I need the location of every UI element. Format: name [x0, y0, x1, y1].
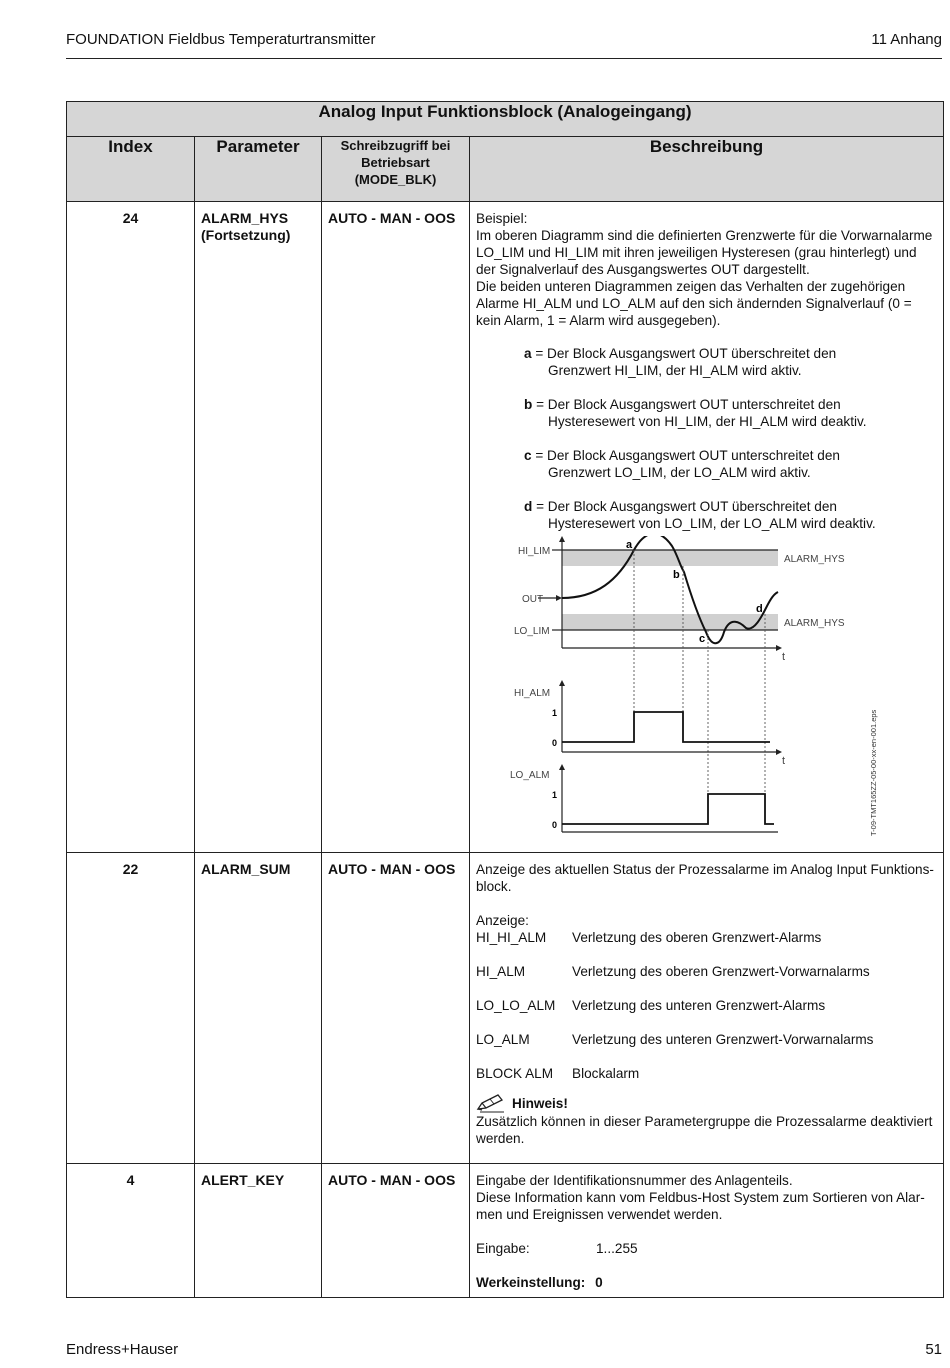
row-index: 22	[67, 853, 195, 1164]
hi-alm-zero: 0	[552, 738, 558, 748]
lo-alm-one: 1	[552, 790, 558, 800]
row-mode: AUTO - MAN - OOS	[322, 1164, 470, 1298]
row-parameter: ALARM_SUM	[195, 853, 322, 1164]
alert-key-text-2: Diese Information kann vom Feldbus-Host System zum Sortieren von Alar-men und Ereignissen verwendet werden.	[476, 1190, 925, 1222]
col-header-parameter: Parameter	[195, 137, 322, 202]
row-description	[470, 202, 944, 853]
default-label: Werkeinstellung:	[476, 1275, 586, 1290]
header-chapter: 11 Anhang	[871, 31, 942, 48]
parameter-name: ALARM_HYS	[201, 210, 289, 226]
display-label: Anzeige:	[476, 913, 529, 928]
alarm-list	[476, 929, 937, 1085]
lo-lim-label: LO_LIM	[514, 626, 550, 637]
col-header-mode: Schreibzugriff bei Betriebsart (MODE_BLK)	[322, 137, 470, 202]
event-a: a = Der Block Ausgangswert OUT überschreitet den Grenzwert HI_LIM, der HI_ALM wird aktiv.	[524, 346, 837, 378]
hi-lim-label: HI_LIM	[518, 546, 551, 557]
table-row	[67, 202, 944, 853]
lo-alm-signal	[562, 794, 774, 824]
table-row	[67, 853, 944, 1164]
col-header-description: Beschreibung	[470, 137, 944, 202]
header-title: FOUNDATION Fieldbus Temperaturtransmitter	[66, 31, 376, 48]
hint-title: Hinweis!	[512, 1095, 568, 1111]
footer-brand: Endress+Hauser	[66, 1341, 179, 1358]
parameter-table	[66, 101, 944, 1298]
example-label: Beispiel:	[476, 211, 528, 226]
hi-alm-signal	[562, 712, 770, 742]
event-c: c = Der Block Ausgangswert OUT unterschreitet den Grenzwert LO_LIM, der LO_ALM wird aktiv.	[524, 448, 840, 480]
pencil-note-icon	[476, 1093, 506, 1113]
lo-alm-zero: 0	[552, 820, 558, 830]
col-header-index: Index	[67, 137, 195, 202]
row-mode: AUTO - MAN - OOS	[322, 853, 470, 1164]
row-mode: AUTO - MAN - OOS	[322, 202, 470, 853]
hint-heading	[476, 1093, 937, 1113]
table-title: Analog Input Funktionsblock (Analogeingang)	[67, 102, 944, 137]
row-description	[470, 853, 944, 1164]
alert-key-text-1: Eingabe der Identifikationsnummer des Anlagenteils.	[476, 1173, 793, 1188]
hint-text: Zusätzlich können in dieser Parametergruppe die Prozessalarme deaktiviert werden.	[476, 1114, 933, 1146]
input-label: Eingabe:	[476, 1241, 530, 1256]
time-label-top: t	[782, 651, 786, 663]
lo-alm-label: LO_ALM	[510, 770, 550, 781]
row-index: 24	[67, 202, 195, 853]
list-item: HI_ALM Verletzung des oberen Grenzwert-Vorwarnalarms	[476, 964, 870, 979]
time-label-mid: t	[782, 755, 786, 767]
default-setting	[476, 1274, 937, 1291]
example-text-2: Die beiden unteren Diagrammen zeigen das Verhalten der zugehörigen Alarme HI_ALM und LO_ALM auf den sich ändernden Signalverlauf (0 = kein Alarm, 1 = Alarm wird ausgegeben).	[476, 279, 912, 328]
list-item: LO_LO_ALM Verletzung des unteren Grenzwert-Alarms	[476, 998, 826, 1013]
hi-alm-label: HI_ALM	[514, 688, 551, 699]
list-item: BLOCK ALM Blockalarm	[476, 1066, 640, 1081]
list-item: HI_HI_ALM Verletzung des oberen Grenzwert-Alarms	[476, 930, 822, 945]
figure-reference: T-09-TMT165ZZ-05-00-xx-en-001.eps	[869, 709, 878, 836]
table-row	[67, 1164, 944, 1298]
row-description	[470, 1164, 944, 1298]
row-parameter: ALERT_KEY	[195, 1164, 322, 1298]
parameter-continuation: (Fortsetzung)	[201, 227, 291, 243]
header-rule	[66, 58, 942, 59]
hi-alm-one: 1	[552, 708, 558, 718]
row-index: 4	[67, 1164, 195, 1298]
event-list	[524, 345, 937, 532]
alarm-hysteresis-diagram	[476, 536, 936, 836]
hi-hysteresis-band	[562, 550, 778, 566]
point-c-label: c	[699, 633, 706, 645]
alarm-sum-text: Anzeige des aktuellen Status der Prozessalarme im Analog Input Funktions-block.	[476, 862, 934, 894]
input-value: 1...255	[596, 1241, 638, 1256]
alarm-hys-label-lo: ALARM_HYS	[784, 618, 845, 629]
point-b-label: b	[673, 569, 680, 581]
point-a-label: a	[626, 539, 633, 551]
event-b: b = Der Block Ausgangswert OUT unterschreitet den Hysteresewert von HI_LIM, der HI_ALM wird deaktiv.	[524, 397, 867, 429]
top-y-arrow	[559, 536, 565, 542]
list-item: LO_ALM Verletzung des unteren Grenzwert-Vorwarnalarms	[476, 1032, 874, 1047]
point-d-label: d	[756, 603, 763, 615]
out-label: OUT	[522, 594, 544, 605]
example-text-1: Im oberen Diagramm sind die definierten Grenzwerte für die Vorwarnalarme LO_LIM und HI_LIM mit ihren jeweiligen Hysteresen (grau hinterlegt) und der Signalverlauf des Ausgangswertes OUT dargestellt.	[476, 228, 933, 277]
default-value: 0	[595, 1275, 603, 1290]
alarm-hys-label-hi: ALARM_HYS	[784, 554, 845, 565]
event-d: d = Der Block Ausgangswert OUT überschreitet den Hysteresewert von LO_LIM, der LO_ALM wird deaktiv.	[524, 499, 876, 531]
input-range	[476, 1240, 937, 1257]
page-number: 51	[925, 1341, 942, 1358]
row-parameter	[195, 202, 322, 853]
